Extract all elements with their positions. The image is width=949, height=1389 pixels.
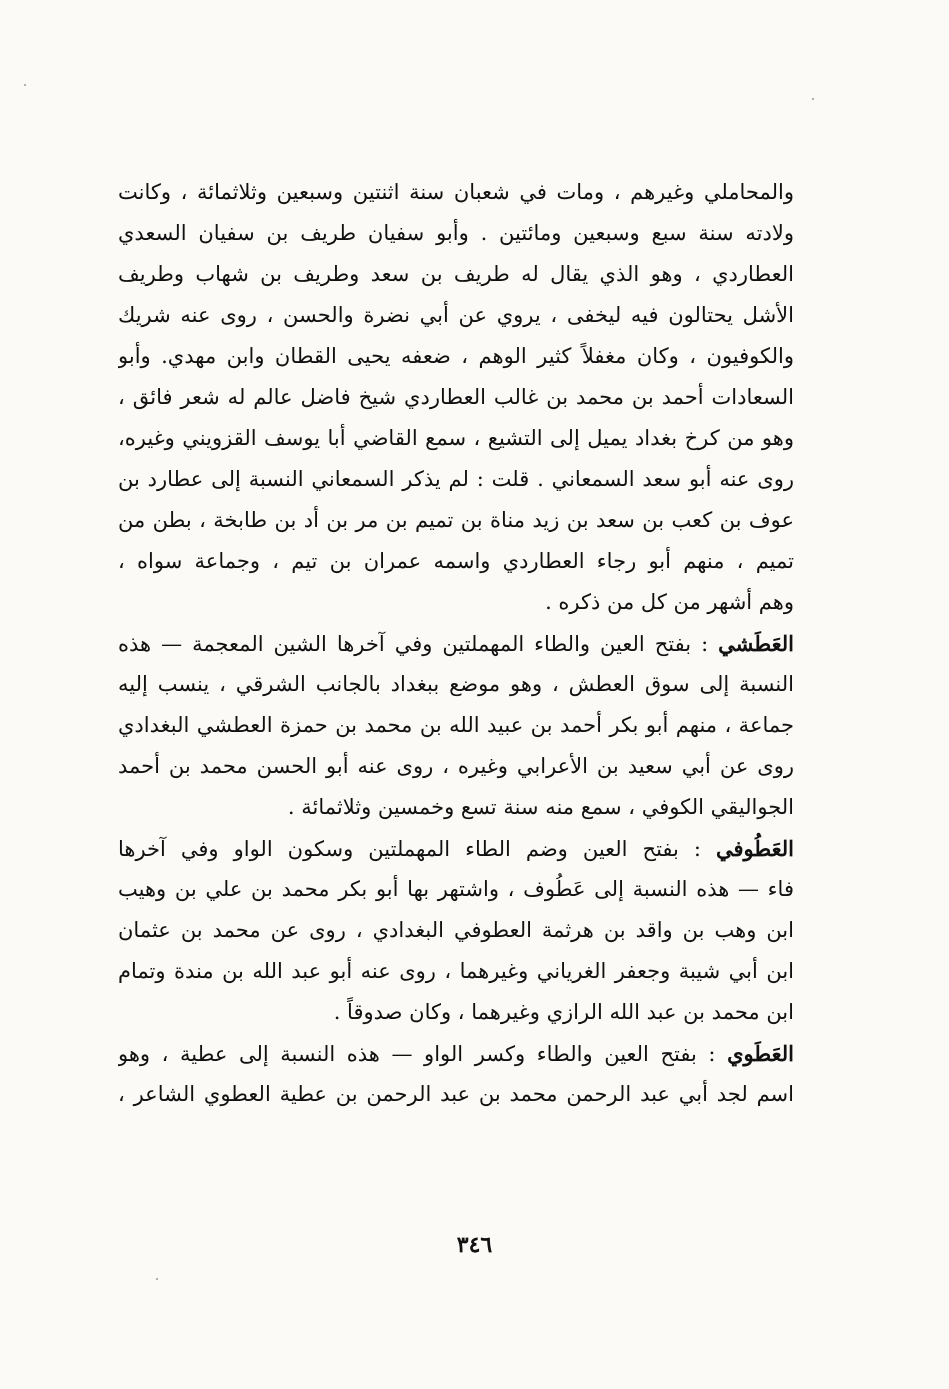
- scan-speck: [24, 84, 26, 86]
- entry-text: : بفتح العين والطاء وكسر الواو — هذه النسبة إلى عطية ، وهو: [118, 1042, 728, 1066]
- text-line: النسبة إلى سوق العطش ، وهو موضع ببغداد بالجانب الشرقي ، ينسب إليه: [118, 672, 794, 696]
- text-line: عوف بن كعب بن سعد بن زيد مناة بن تميم بن مر بن أد بن طابخة ، بطن من: [118, 508, 794, 532]
- page-number: ٣٤٦: [456, 1232, 493, 1258]
- text-line: السعادات أحمد بن محمد بن غالب العطاردي شيخ فاضل عالم له شعر فائق ،: [118, 385, 794, 409]
- text-line: العطاردي ، وهو الذي يقال له طريف بن سعد وطريف بن شهاب وطريف: [118, 262, 794, 286]
- text-line: الجواليقي الكوفي ، سمع منه سنة تسع وخمسين وثلاثمائة .: [287, 795, 794, 819]
- text-line: ابن أبي شيبة وجعفر الغرياني وغيرهما ، روى عنه أبو عبد الله بن مندة وتمام: [118, 959, 794, 983]
- text-line: فاء — هذه النسبة إلى عَطُوف ، واشتهر بها أبو بكر محمد بن علي بن وهيب: [118, 877, 794, 901]
- text-line: روى عنه أبو سعد السمعاني . قلت : لم يذكر السمعاني النسبة إلى عطارد بن: [118, 467, 794, 491]
- page-body: [118, 172, 794, 1115]
- text-line: ولادته سنة سبع وسبعين ومائتين . وأبو سفيان طريف بن سفيان السعدي: [118, 221, 794, 245]
- text-line: جماعة ، منهم أبو بكر أحمد بن عبيد الله بن محمد بن حمزة العطشي البغدادي: [118, 713, 794, 737]
- entry-text: : بفتح العين والطاء المهملتين وفي آخرها الشين المعجمة — هذه: [118, 632, 719, 656]
- text-line: ابن محمد بن عبد الله الرازي وغيرهما ، وكان صدوقاً .: [333, 1000, 794, 1024]
- scan-speck: [156, 1278, 158, 1280]
- scan-speck: [812, 98, 814, 100]
- entry-first-line: [118, 828, 794, 869]
- entry-heading-atashi: العَطَشي: [718, 631, 794, 656]
- text-line: الأشل يحتالون فيه ليخفى ، يروي عن أبي نضرة والحسن ، روى عنه شريك: [118, 303, 794, 327]
- entry-heading-atawi: العَطَوي: [727, 1041, 794, 1066]
- text-line: روى عن أبي سعيد بن الأعرابي وغيره ، روى عنه أبو الحسن محمد بن أحمد: [118, 754, 794, 778]
- text-line: تميم ، منهم أبو رجاء العطاردي واسمه عمران بن تيم ، وجماعة سواه ،: [118, 549, 794, 573]
- entry-heading-atufi: العَطُوفي: [716, 836, 794, 861]
- entry-first-line: [118, 1033, 794, 1074]
- entry-text: : بفتح العين وضم الطاء المهملتين وسكون الواو وفي آخرها: [118, 837, 717, 861]
- entry-first-line: [118, 623, 794, 664]
- text-line: والمحاملي وغيرهم ، ومات في شعبان سنة اثنتين وسبعين وثلاثمائة ، وكانت: [118, 180, 794, 204]
- text-line: اسم لجد أبي عبد الرحمن محمد بن عبد الرحمن بن عطية العطوي الشاعر ،: [118, 1082, 794, 1106]
- text-line: والكوفيون ، وكان مغفلاً كثير الوهم ، ضعفه يحيى القطان وابن مهدي. وأبو: [118, 344, 794, 368]
- text-line: وهم أشهر من كل من ذكره .: [545, 590, 794, 614]
- text-line: وهو من كرخ بغداد يميل إلى التشيع ، سمع القاضي أبا يوسف القزويني وغيره،: [118, 426, 794, 450]
- text-line: ابن وهب بن واقد بن هرثمة العطوفي البغدادي ، روى عن محمد بن عثمان: [118, 918, 794, 942]
